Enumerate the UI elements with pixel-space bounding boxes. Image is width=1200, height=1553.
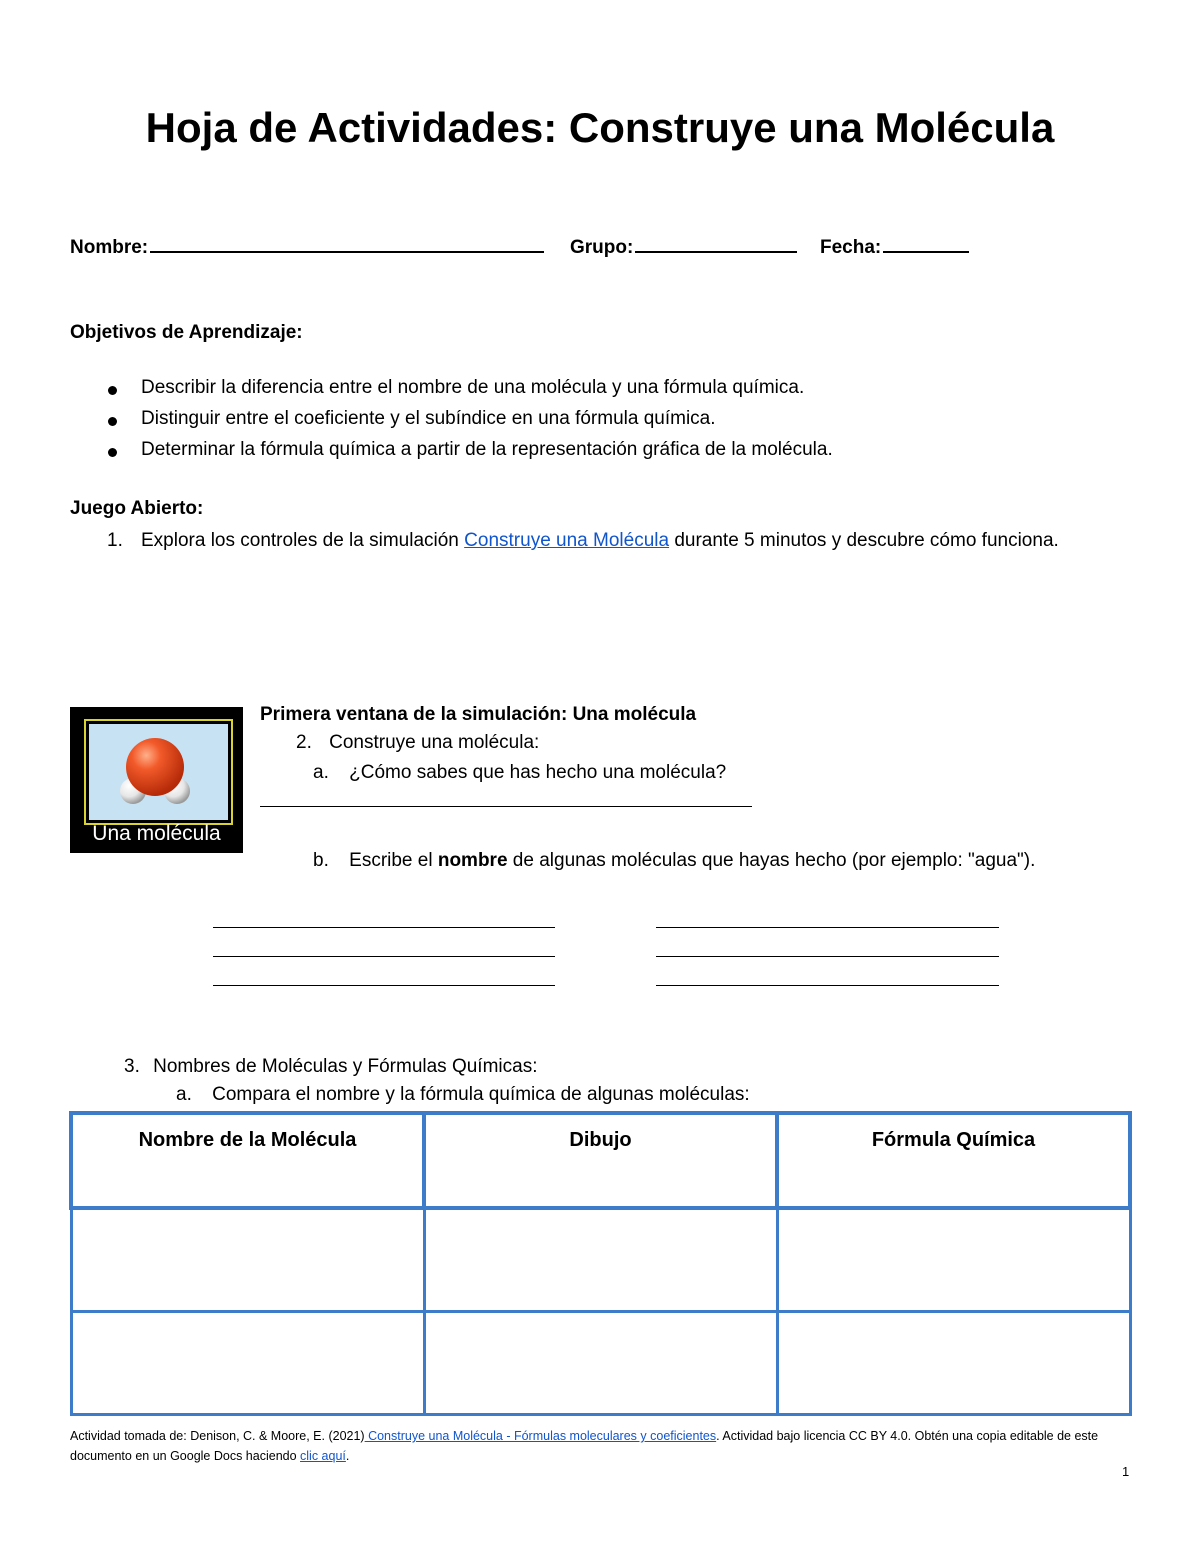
section-title: Primera ventana de la simulación: Una molécula [260, 704, 697, 725]
grupo-blank[interactable] [635, 232, 797, 253]
water-molecule-icon [89, 724, 222, 814]
question-text: Construye una molécula: [329, 732, 540, 753]
nombre-blank[interactable] [150, 232, 544, 253]
question-2a [313, 762, 726, 784]
citation-link[interactable]: Construye una Molécula - Fórmulas moleculares y coeficientes [364, 1429, 717, 1443]
question-number: 2. [296, 732, 312, 753]
fecha-label: Fecha: [820, 237, 882, 258]
molecule-table [69, 1111, 1132, 1416]
copy-link[interactable]: clic aquí [300, 1449, 346, 1463]
question-letter: a. [176, 1084, 192, 1105]
answer-line[interactable] [213, 985, 555, 986]
question-3a [176, 1084, 750, 1106]
header-nombre: Nombre de la Molécula [71, 1113, 424, 1208]
question-letter: b. [313, 850, 329, 871]
table-cell[interactable] [424, 1208, 777, 1312]
table-cell[interactable] [777, 1208, 1130, 1312]
question-3 [124, 1056, 537, 1078]
open-play-heading: Juego Abierto: [70, 498, 204, 519]
fecha-blank[interactable] [883, 232, 969, 253]
bullet-icon [108, 417, 117, 426]
answer-line[interactable] [656, 985, 999, 986]
item-text: Explora los controles de la simulación Construye una Molécula durante 5 minutos y descubre cómo funciona. [141, 530, 1059, 551]
question-text: ¿Cómo sabes que has hecho una molécula? [349, 762, 727, 783]
table-cell[interactable] [424, 1312, 777, 1415]
nombre-field[interactable] [70, 232, 544, 259]
header-dibujo: Dibujo [424, 1113, 777, 1208]
answer-line[interactable] [213, 927, 555, 928]
fecha-field[interactable] [820, 232, 969, 259]
question-letter: a. [313, 762, 329, 783]
table-row [71, 1312, 1130, 1415]
bullet-icon [108, 386, 117, 395]
question-number: 3. [124, 1056, 140, 1077]
footer-citation: Actividad tomada de: Denison, C. & Moore, E. (2021) Construye una Molécula - Fórmulas moleculares y coeficientes. Actividad bajo licencia CC BY 4.0. Obtén una copia editable de este documento en un Google Docs haciendo clic aquí. [70, 1429, 1099, 1463]
question-2b [313, 850, 1035, 872]
question-text: Escribe el nombre de algunas moléculas que hayas hecho (por ejemplo: "agua"). [349, 850, 1036, 871]
table-cell[interactable] [777, 1312, 1130, 1415]
answer-line-2a[interactable] [260, 806, 752, 807]
table-header-row [71, 1113, 1130, 1208]
nombre-label: Nombre: [70, 237, 149, 258]
question-2 [296, 732, 539, 754]
bold-keyword: nombre [437, 850, 508, 871]
answer-line[interactable] [213, 956, 555, 957]
answer-line[interactable] [656, 927, 999, 928]
thumbnail-label: Una molécula [92, 822, 221, 845]
question-text: Compara el nombre y la fórmula química de algunas moléculas: [212, 1084, 750, 1105]
question-text: Nombres de Moléculas y Fórmulas Químicas: [153, 1056, 538, 1077]
simulation-frame [84, 719, 233, 825]
table-cell[interactable] [71, 1312, 424, 1415]
item-number: 1. [107, 530, 123, 551]
page-title: Hoja de Actividades: Construye una Molécula [145, 104, 1055, 151]
simulation-screen [89, 724, 228, 820]
header-formula: Fórmula Química [777, 1113, 1130, 1208]
table-row [71, 1208, 1130, 1312]
simulation-link[interactable]: Construye una Molécula [464, 530, 670, 551]
simulation-thumbnail [70, 707, 243, 853]
table-cell[interactable] [71, 1208, 424, 1312]
page-number: 1 [1122, 1464, 1130, 1479]
grupo-label: Grupo: [570, 237, 634, 258]
bullet-icon [108, 448, 117, 457]
grupo-field[interactable] [570, 232, 797, 259]
objectives-heading: Objetivos de Aprendizaje: [70, 322, 303, 343]
answer-line[interactable] [656, 956, 999, 957]
